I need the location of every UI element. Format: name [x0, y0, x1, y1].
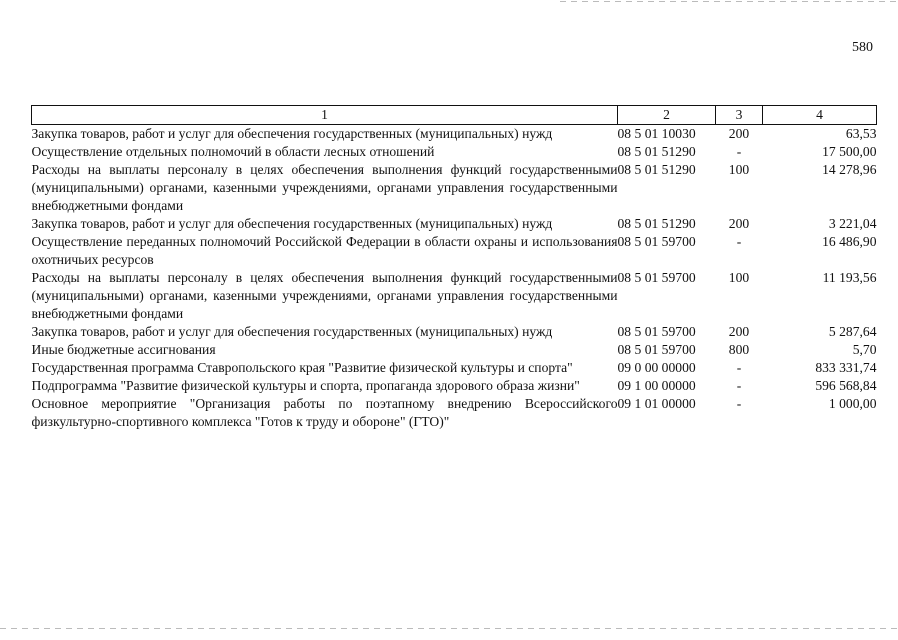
row-amount: 63,53 — [845, 126, 877, 141]
row-name: Основное мероприятие "Организация работы по поэтапному внедрению Всероссийского физкультурно-спортивного комплекса "Готов к труду и обороне" (ГТО)" — [31, 396, 618, 429]
row-name: Закупка товаров, работ и услуг для обеспечения государственных (муниципальных) нужд — [31, 216, 553, 231]
row-type: 100 — [728, 270, 750, 285]
row-type: 800 — [728, 342, 750, 357]
row-amount: 5 287,64 — [828, 324, 877, 339]
row-type: 100 — [728, 162, 750, 177]
budget-table — [31, 105, 877, 431]
table-row — [32, 215, 877, 233]
row-amount: 17 500,00 — [822, 144, 877, 159]
table-header-row — [32, 106, 877, 125]
header-col-1: 1 — [32, 106, 618, 125]
row-amount: 5,70 — [852, 342, 877, 357]
row-name: Осуществление переданных полномочий Российской Федерации в области охраны и использования охотничьих ресурсов — [31, 234, 618, 267]
header-col-2: 2 — [618, 106, 716, 125]
row-code: 08 5 01 59700 — [617, 234, 696, 249]
page-number: 580 — [852, 40, 873, 55]
row-type: - — [736, 396, 742, 411]
table-row — [32, 395, 877, 431]
row-code: 09 1 01 00000 — [617, 396, 696, 411]
row-code: 08 5 01 51290 — [617, 144, 696, 159]
row-name: Осуществление отдельных полномочий в области лесных отношений — [31, 144, 435, 159]
row-code: 08 5 01 51290 — [617, 216, 696, 231]
row-type: 200 — [728, 324, 750, 339]
row-amount: 16 486,90 — [822, 234, 877, 249]
scan-artifact-top — [560, 1, 898, 2]
row-type: - — [736, 360, 742, 375]
row-type: - — [736, 378, 742, 393]
scan-artifact-bottom — [0, 628, 898, 629]
row-code: 08 5 01 59700 — [617, 324, 696, 339]
table-row — [32, 269, 877, 323]
row-type: 200 — [728, 216, 750, 231]
row-code: 08 5 01 59700 — [617, 270, 696, 285]
header-col-3: 3 — [716, 106, 763, 125]
row-amount: 833 331,74 — [815, 360, 877, 375]
row-name: Расходы на выплаты персоналу в целях обеспечения выполнения функций государственными (муниципальными) органами, казенными учреждениями, органами управления государственными внебюджетными фондами — [31, 270, 618, 321]
table-row — [32, 341, 877, 359]
row-amount: 1 000,00 — [828, 396, 877, 411]
table-row — [32, 323, 877, 341]
row-name: Закупка товаров, работ и услуг для обеспечения государственных (муниципальных) нужд — [31, 126, 553, 141]
row-name: Иные бюджетные ассигнования — [31, 342, 216, 357]
table-row — [32, 233, 877, 269]
row-code: 09 0 00 00000 — [617, 360, 696, 375]
table-row — [32, 161, 877, 215]
row-name: Подпрограмма "Развитие физической культуры и спорта, пропаганда здорового образа жизни" — [31, 378, 580, 393]
row-type: - — [736, 234, 742, 249]
table-row — [32, 377, 877, 395]
row-code: 08 5 01 51290 — [617, 162, 696, 177]
row-amount: 596 568,84 — [815, 378, 877, 393]
table-row — [32, 143, 877, 161]
row-code: 09 1 00 00000 — [617, 378, 696, 393]
header-col-4: 4 — [763, 106, 877, 125]
row-code: 08 5 01 10030 — [617, 126, 696, 141]
row-code: 08 5 01 59700 — [617, 342, 696, 357]
row-amount: 14 278,96 — [822, 162, 877, 177]
row-amount: 11 193,56 — [822, 270, 877, 285]
row-type: - — [736, 144, 742, 159]
row-amount: 3 221,04 — [828, 216, 877, 231]
row-name: Государственная программа Ставропольского края "Развитие физической культуры и спорта" — [31, 360, 573, 375]
table-body — [32, 125, 877, 432]
row-name: Расходы на выплаты персоналу в целях обеспечения выполнения функций государственными (муниципальными) органами, казенными учреждениями, органами управления государственными внебюджетными фондами — [31, 162, 618, 213]
table-row — [32, 125, 877, 144]
row-name: Закупка товаров, работ и услуг для обеспечения государственных (муниципальных) нужд — [31, 324, 553, 339]
table-row — [32, 359, 877, 377]
row-type: 200 — [728, 126, 750, 141]
